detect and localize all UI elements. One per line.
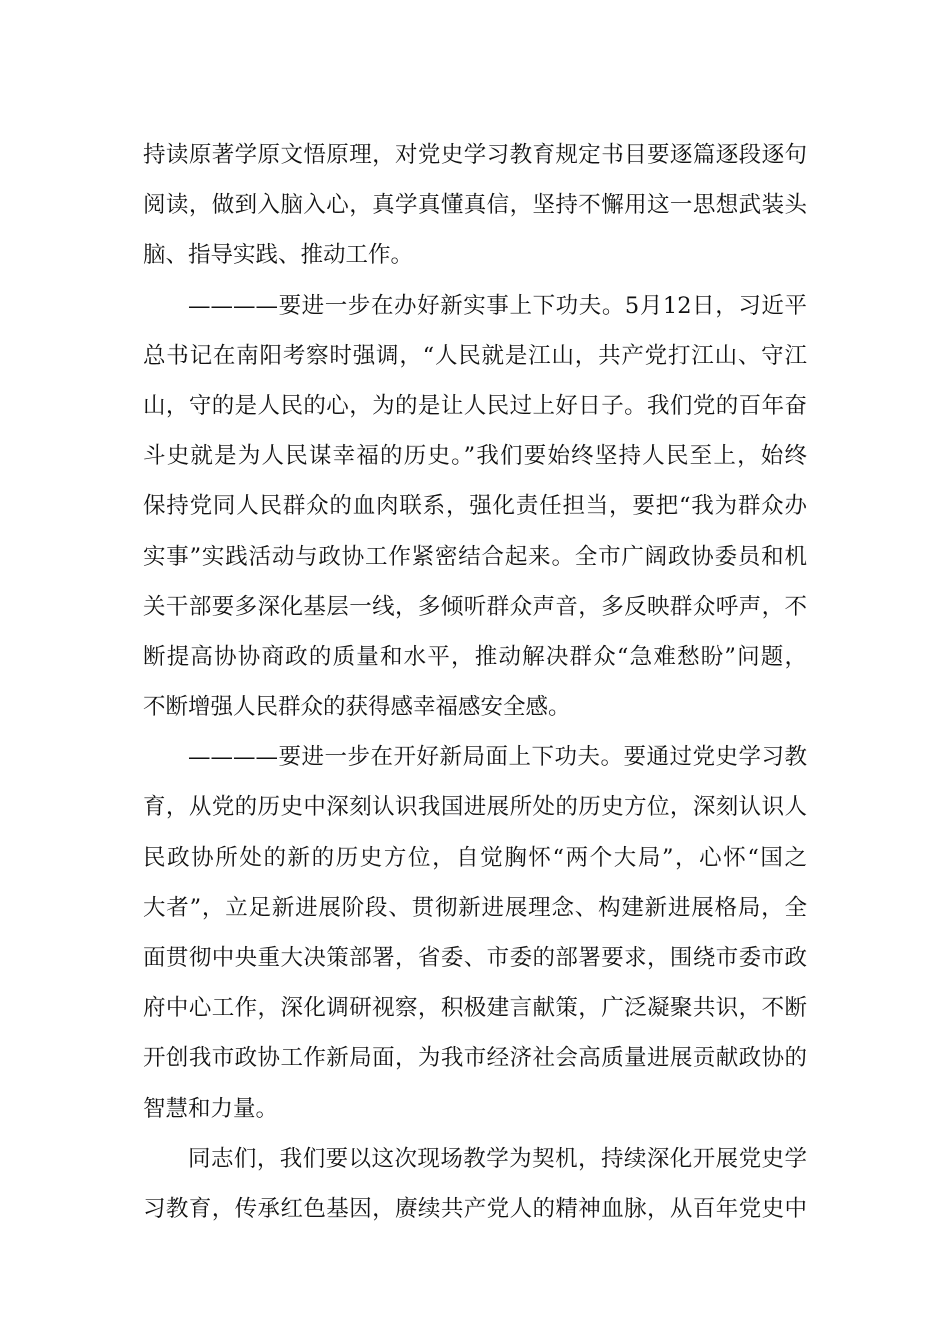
text-line: 同志们，我们要以这次现场教学为契机，持续深化开展党史学 xyxy=(188,1145,807,1172)
text-line: 阅读，做到入脑入心，真学真懂真信，坚持不懈用这一思想武装头 xyxy=(143,192,807,219)
text-line: 保持党同人民群众的血肉联系，强化责任担当，要把“我为群众办 xyxy=(143,493,807,520)
text-line: ————要进一步在办好新实事上下功夫。5月12日，习近平 xyxy=(188,292,807,319)
text-line: 不断增强人民群众的获得感幸福感安全感。 xyxy=(143,694,571,721)
text-line: 智慧和力量。 xyxy=(143,1095,279,1122)
text-line: 育，从党的历史中深刻认识我国进展所处的历史方位，深刻认识人 xyxy=(143,794,807,821)
text-line: 开创我市政协工作新局面，为我市经济社会高质量进展贡献政协的 xyxy=(143,1045,807,1072)
text-line: 实事”实践活动与政协工作紧密结合起来。全市广阔政协委员和机 xyxy=(143,543,807,570)
text-line: 民政协所处的新的历史方位，自觉胸怀“两个大局”，心怀“国之 xyxy=(143,844,807,871)
text-line: 习教育，传承红色基因，赓续共产党人的精神血脉，从百年党史中 xyxy=(143,1195,807,1222)
text-line: 府中心工作，深化调研视察，积极建言献策，广泛凝聚共识，不断 xyxy=(143,995,807,1022)
text-line: 斗史就是为人民谋幸福的历史。”我们要始终坚持人民至上，始终 xyxy=(143,443,807,470)
text-line: 山，守的是人民的心，为的是让人民过上好日子。我们党的百年奋 xyxy=(143,392,807,419)
text-line: ————要进一步在开好新局面上下功夫。要通过党史学习教 xyxy=(188,744,807,771)
text-line: 大者”，立足新进展阶段、贯彻新进展理念、构建新进展格局，全 xyxy=(143,894,807,921)
text-line: 总书记在南阳考察时强调，“人民就是江山，共产党打江山、守江 xyxy=(143,342,807,369)
text-line: 持读原著学原文悟原理，对党史学习教育规定书目要逐篇逐段逐句 xyxy=(143,142,807,168)
text-line: 脑、指导实践、推动工作。 xyxy=(143,242,414,269)
text-line: 面贯彻中央重大决策部署，省委、市委的部署要求，围绕市委市政 xyxy=(143,945,807,971)
body-text xyxy=(143,130,807,1234)
text-line: 断提高协协商政的质量和水平，推动解决群众“急难愁盼”问题， xyxy=(143,643,807,670)
text-line: 关干部要多深化基层一线，多倾听群众声音，多反映群众呼声，不 xyxy=(143,593,807,620)
